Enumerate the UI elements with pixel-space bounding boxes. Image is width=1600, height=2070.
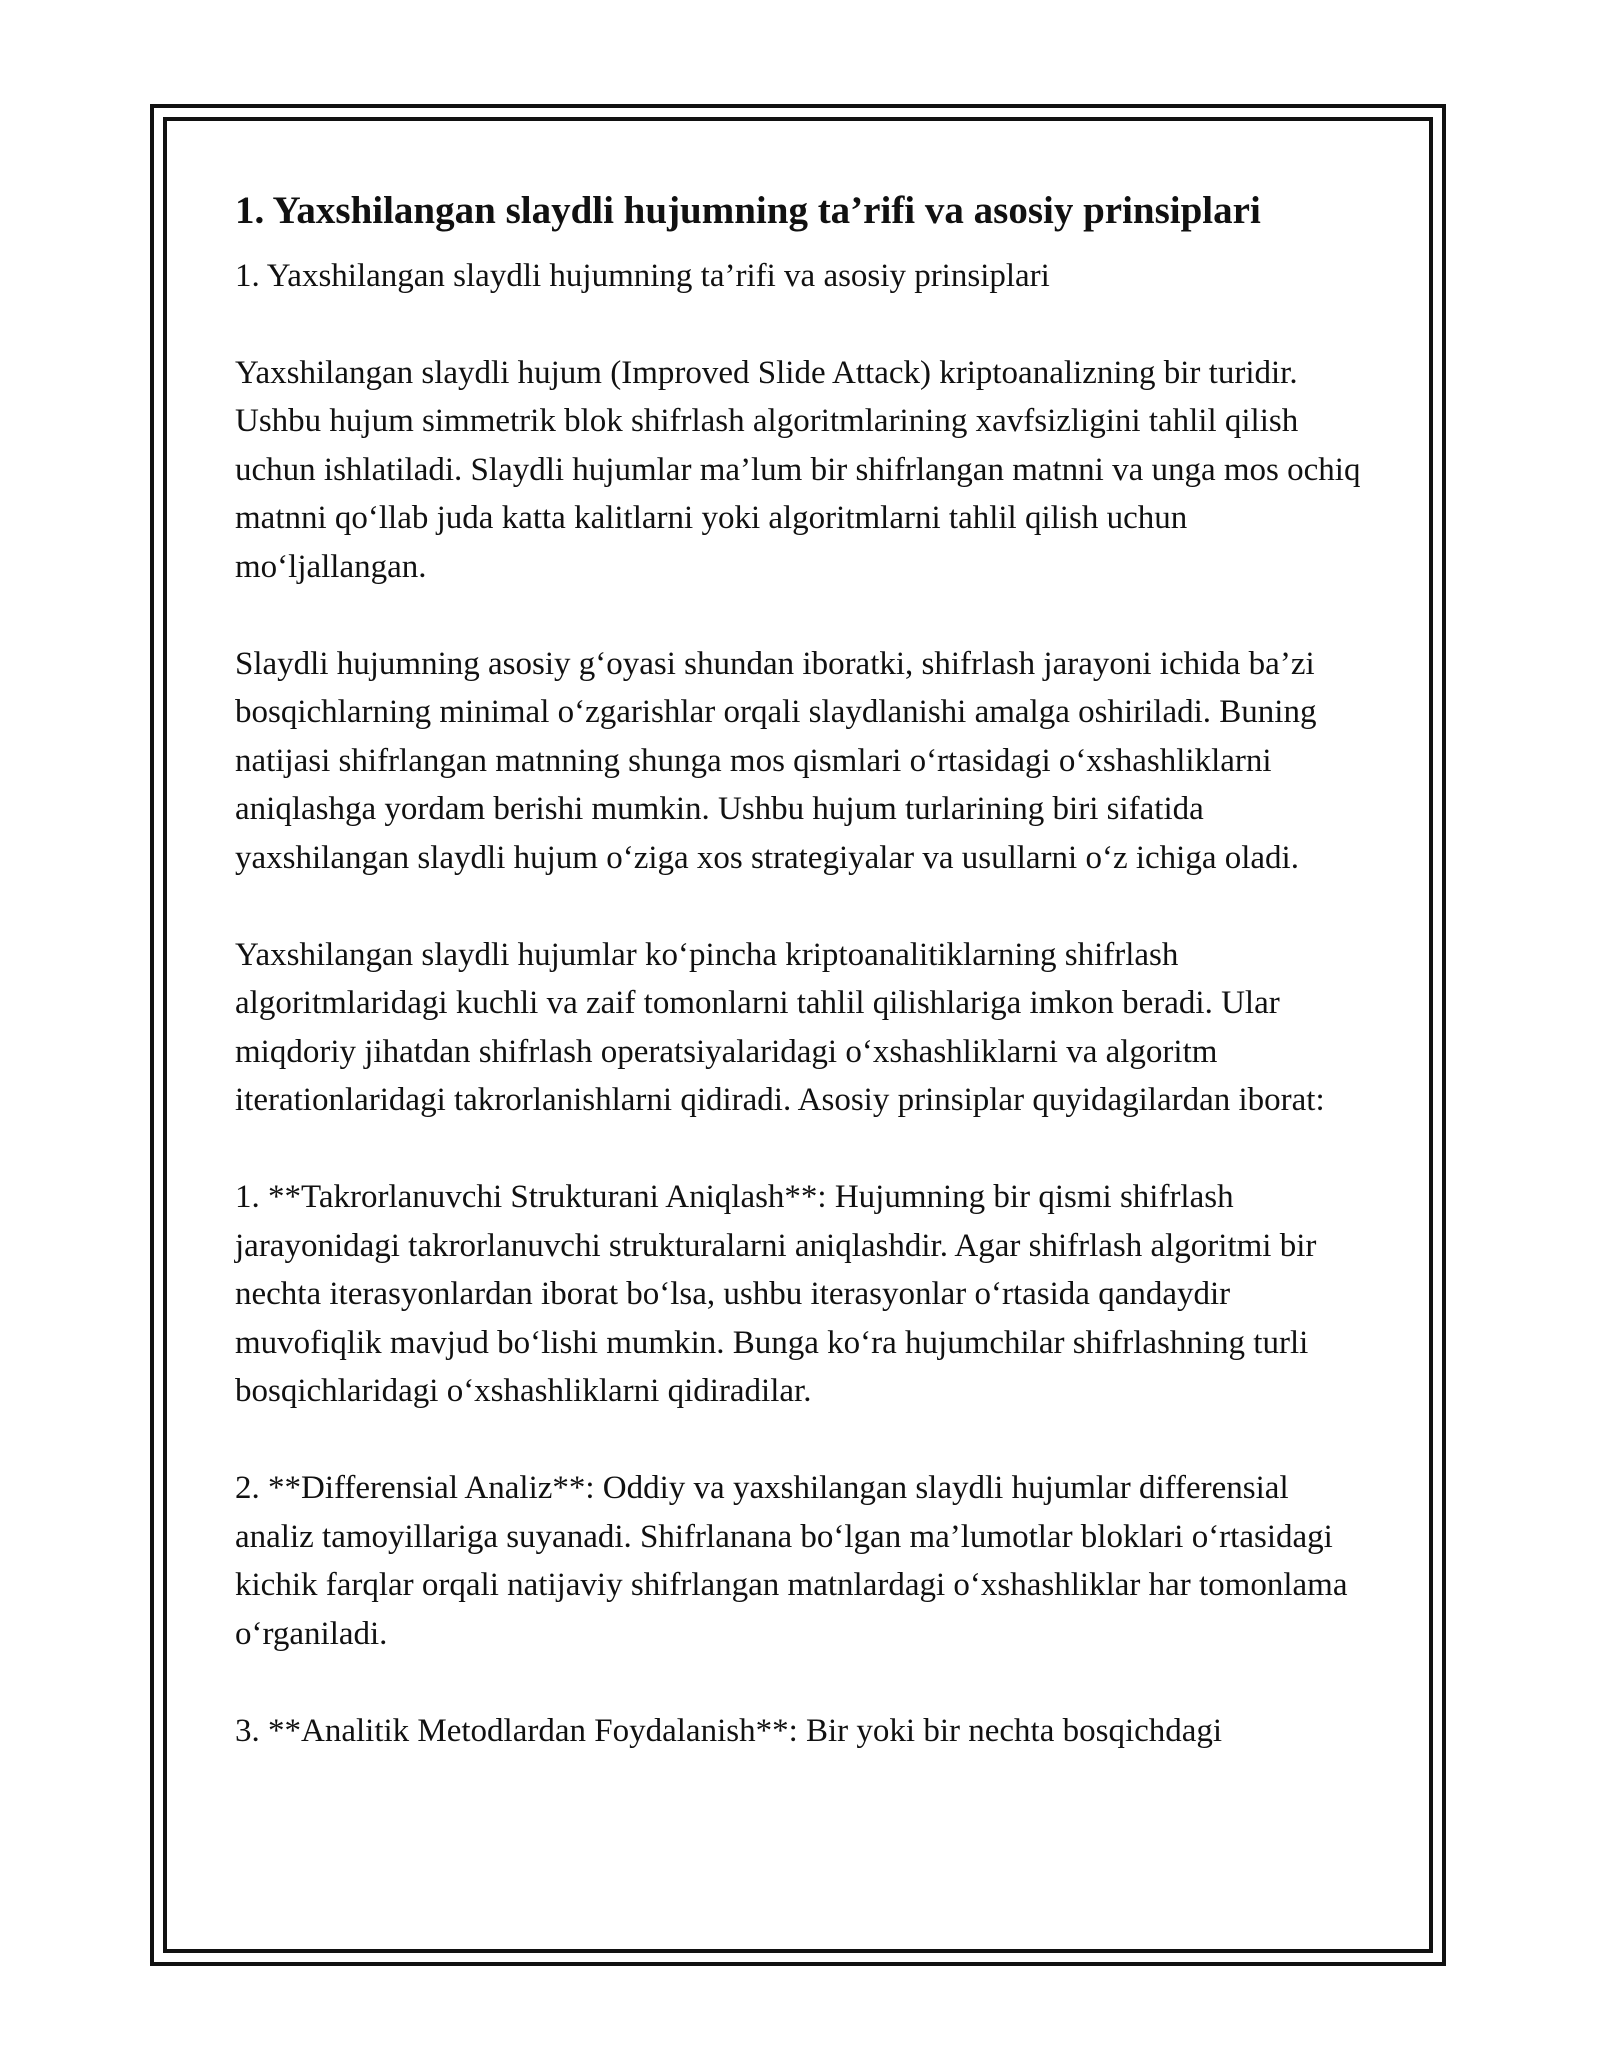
paragraph-definition: Yaxshilangan slaydli hujum (Improved Slide Attack) kriptoanalizning bir turidir. Ushbu hujum simmetrik blok shifrlash algoritmlarining xavfsizligini tahlil qilish uchun ishlatiladi. Slaydli hujumlar ma’lum bir shifrlangan matnni va unga mos ochiq matnni qo‘llab juda katta kalitlarni yoki algoritmlarni tahlil qilish uchun mo‘ljallangan. [235, 354, 1361, 585]
paragraph-subtitle: 1. Yaxshilangan slaydli hujumning ta’rifi va asosiy prinsiplari [235, 258, 1050, 294]
paragraph-main-idea: Slaydli hujumning asosiy g‘oyasi shundan iboratki, shifrlash jarayoni ichida ba’zi bosqichlarning minimal o‘zgarishlar orqali slaydlanishi amalga oshiriladi. Buning natijasi shifrlangan matnning shunga mos qismlari o‘rtasidagi o‘xshashliklarni aniqlashga yordam berishi mumkin. Ushbu hujum turlarining biri sifatida yaxshilangan slaydli hujum o‘ziga xos strategiyalar va usullarni o‘z ichiga oladi. [235, 645, 1317, 876]
list-item-analytic: 3. **Analitik Metodlardan Foydalanish**: Bir yoki bir nechta bosqichdagi [235, 1712, 1223, 1749]
document-body [235, 186, 1365, 1804]
section-heading: 1. Yaxshilangan slaydli hujumning ta’rifi va asosiy prinsiplari [235, 189, 1261, 232]
paragraph-principles-intro: Yaxshilangan slaydli hujumlar ko‘pincha kriptoanalitiklarning shifrlash algoritmlaridagi kuchli va zaif tomonlarni tahlil qilishlariga imkon beradi. Ular miqdoriy jihatdan shifrlash operatsiyalaridagi o‘xshashliklarni va algoritm iterationlaridagi takrorlanishlarni qidiradi. Asosiy prinsiplar quyidagilardan iborat: [235, 936, 1325, 1118]
list-item-differential: 2. **Differensial Analiz**: Oddiy va yaxshilangan slaydli hujumlar differensial analiz tamoyillariga suyanadi. Shifrlanana bo‘lgan ma’lumotlar bloklari o‘rtasidagi kichik farqlar orqali natijaviy shifrlangan matnlardagi o‘xshashliklar har tomonlama o‘rganiladi. [235, 1470, 1348, 1652]
list-item-structure: 1. **Takrorlanuvchi Strukturani Aniqlash**: Hujumning bir qismi shifrlash jarayonidagi takrorlanuvchi strukturalarni aniqlashdir. Agar shifrlash algoritmi bir nechta iterasyonlardan iborat bo‘lsa, ushbu iterasyonlar o‘rtasida qandaydir muvofiqlik mavjud bo‘lishi mumkin. Bunga ko‘ra hujumchilar shifrlashning turli bosqichlaridagi o‘xshashliklarni qidiradilar. [235, 1179, 1317, 1409]
